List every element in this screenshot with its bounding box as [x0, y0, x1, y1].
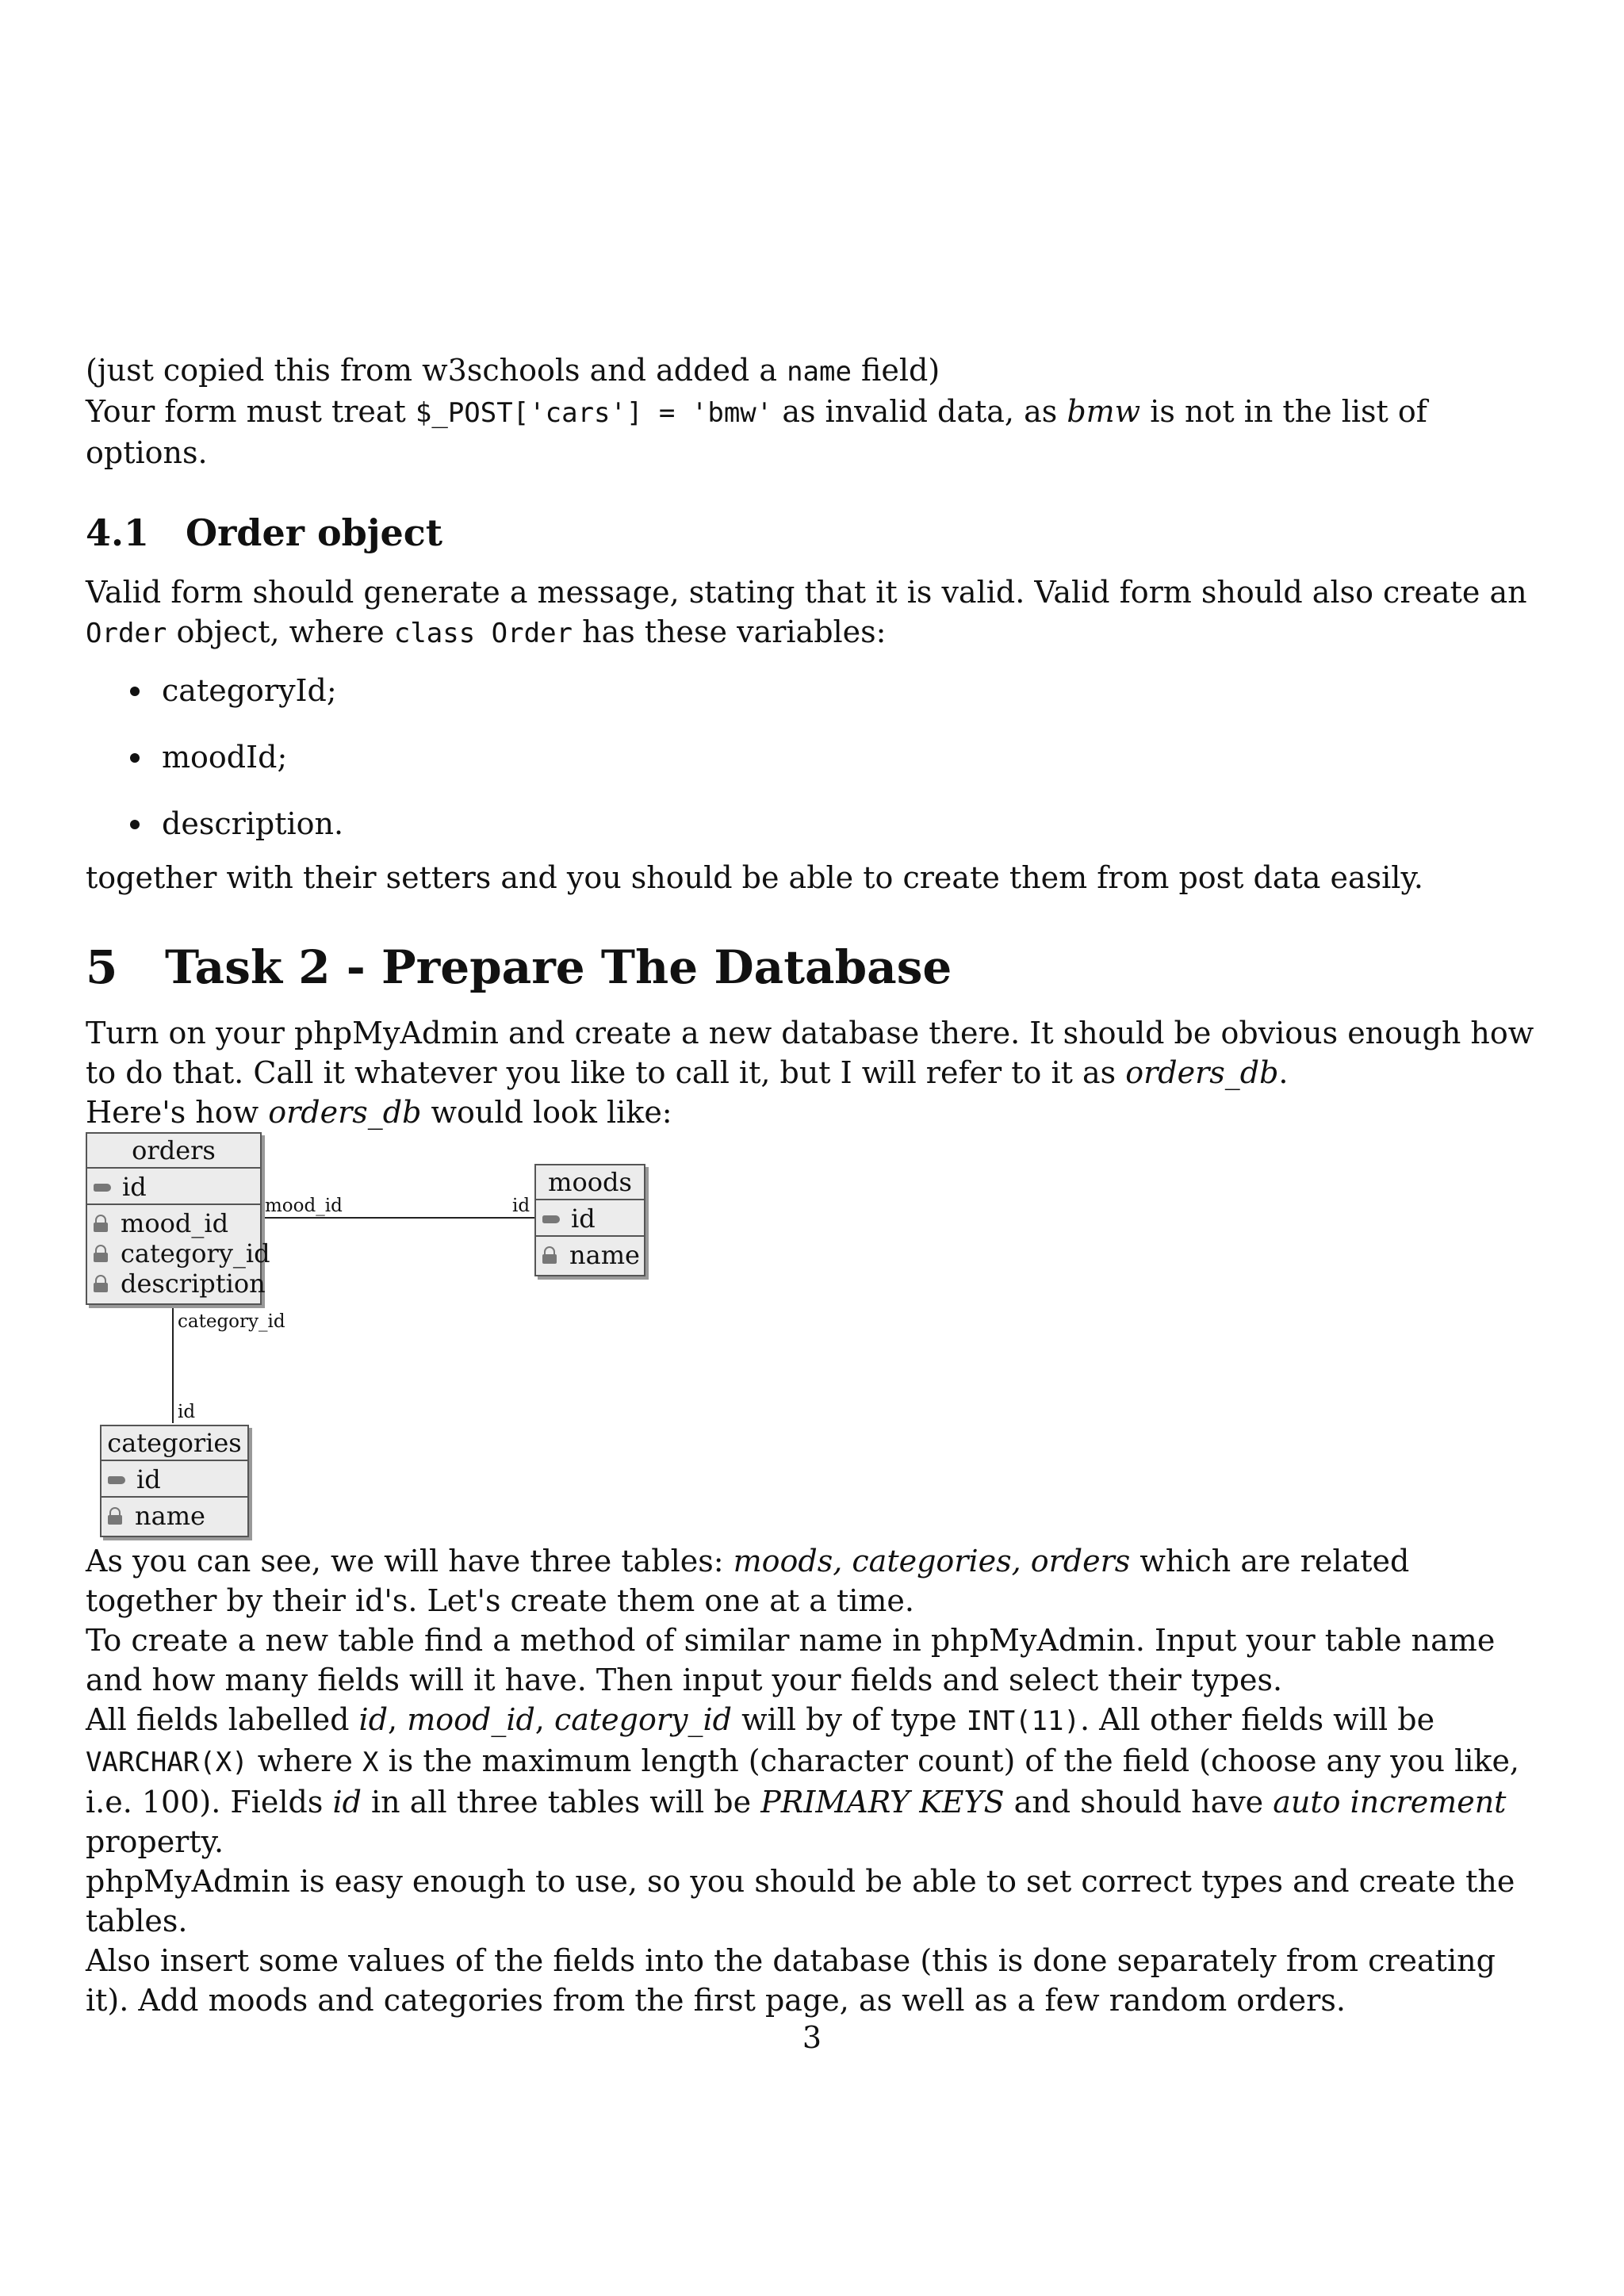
field-row: mood_id	[87, 1208, 260, 1238]
variable-list	[86, 671, 1545, 844]
table-orders	[86, 1132, 270, 1305]
lock-icon	[94, 1283, 108, 1292]
field-row: name	[536, 1240, 644, 1270]
intro-line-1: (just copied this from w3schools and added a name field)	[86, 353, 940, 388]
body-paragraph-6: phpMyAdmin is easy enough to use, so you should be able to set correct types and create the tables.	[86, 1864, 1515, 1938]
section-heading: 5 Task 2 - Prepare The Database	[86, 940, 952, 994]
section-paragraph-2: Here's how orders_db would look like:	[86, 1095, 672, 1130]
link-label-mood-id: mood_id	[265, 1196, 343, 1216]
code-post-cars: $_POST['cars'] = 'bmw'	[415, 397, 773, 429]
lock-icon	[94, 1223, 108, 1232]
subsection-heading: 4.1 Order object	[86, 511, 442, 554]
table-orders-fields	[87, 1205, 270, 1303]
table-moods	[534, 1164, 645, 1276]
table-moods-title: moods	[536, 1165, 644, 1200]
field-row: name	[102, 1501, 247, 1531]
table-categories-title: categories	[102, 1426, 247, 1461]
lock-icon	[108, 1515, 122, 1525]
link-label-category-id: category_id	[178, 1311, 285, 1332]
lock-icon	[94, 1253, 108, 1262]
field-row: category_id	[87, 1238, 260, 1269]
table-orders-pk: id	[87, 1169, 260, 1205]
table-moods-fields	[536, 1237, 644, 1275]
lock-icon	[542, 1254, 557, 1264]
er-diagram	[86, 1132, 799, 1536]
field-row: description	[87, 1269, 260, 1299]
subsection-paragraph-2: together with their setters and you should be able to create them from post data easily.	[86, 860, 1423, 895]
link-label-moods-id: id	[512, 1196, 530, 1216]
table-moods-pk: id	[536, 1200, 644, 1237]
body-paragraph-5: All fields labelled id, mood_id, category_id will by of type INT(11). All other fields will be VARCHAR(X) where X is the maximum length (character count) of the field (choose any you like, i.e. 100). Fields id in all three tables will be PRIMARY KEYS and should have auto increment property.	[86, 1702, 1520, 1859]
page-number: 3	[802, 2020, 822, 2055]
list-item: description.	[130, 804, 1545, 844]
table-categories-fields	[102, 1498, 247, 1536]
document-page	[86, 350, 1545, 2020]
code-name: name	[787, 356, 852, 388]
subsection-paragraph-1: Valid form should generate a message, stating that it is valid. Valid form should also create an Order object, where class Order has these variables:	[86, 575, 1527, 649]
intro-line-2: Your form must treat $_POST['cars'] = 'bmw' as invalid data, as bmw is not in the list of options.	[86, 394, 1427, 470]
table-orders-title: orders	[87, 1134, 260, 1169]
link-label-categories-id: id	[178, 1402, 196, 1422]
body-paragraph-4: To create a new table find a method of similar name in phpMyAdmin. Input your table name and how many fields will it have. Then input your fields and select their types.	[86, 1623, 1496, 1697]
table-categories	[100, 1425, 249, 1537]
key-icon	[108, 1476, 125, 1484]
section-paragraph-1: Turn on your phpMyAdmin and create a new database there. It should be obvious enough how to do that. Call it whatever you like to call it, but I will refer to it as orders_db.	[86, 1016, 1534, 1090]
key-icon	[94, 1184, 111, 1192]
list-item: moodId;	[130, 737, 1545, 777]
list-item: categoryId;	[130, 671, 1545, 710]
body-paragraph-7: Also insert some values of the fields into the database (this is done separately from creating it). Add moods and categories from the first page, as well as a few random orders.	[86, 1943, 1496, 2018]
key-icon	[542, 1215, 560, 1223]
body-paragraph-3: As you can see, we will have three tables: moods, categories, orders which are related together by their id's. Let's create them one at a time.	[86, 1544, 1410, 1618]
table-categories-pk: id	[102, 1461, 247, 1498]
